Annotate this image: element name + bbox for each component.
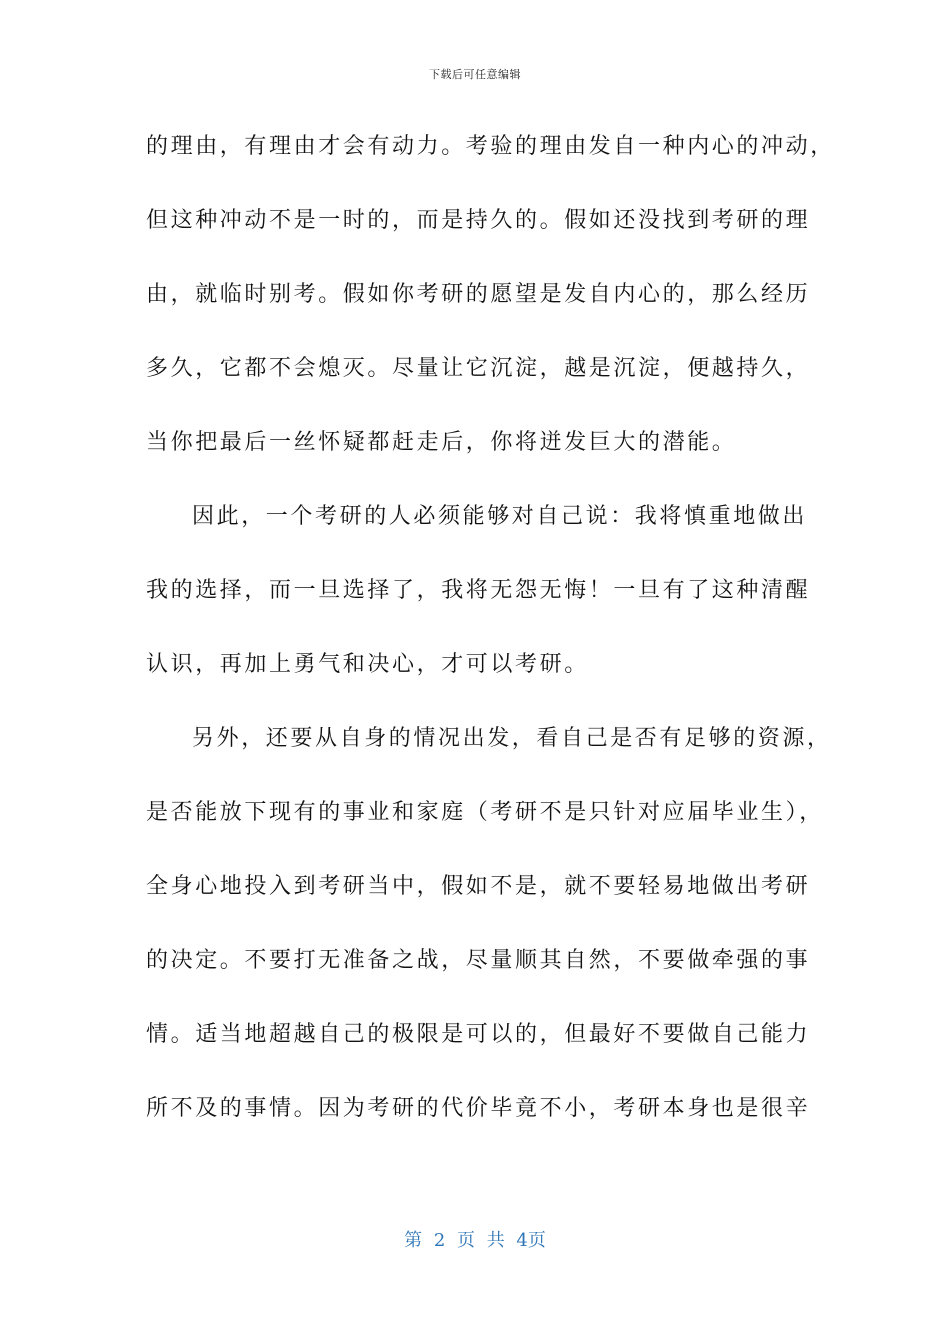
paragraph-start-line: 另外，还要从自身的情况出发，看自己是否有足够的资源， [192, 726, 832, 751]
text-line: 全身心地投入到考研当中，假如不是，就不要轻易地做出考研 [146, 874, 811, 899]
text-line: 当你把最后一丝怀疑都赶走后，你将迸发巨大的潜能。 [146, 430, 737, 455]
text-line: 的决定。不要打无准备之战，尽量顺其自然，不要做牵强的事 [146, 948, 811, 973]
header-note: 下载后可任意编辑 [429, 68, 521, 81]
page-number: 第 2 页 共 4页 [404, 1230, 546, 1251]
text-line: 情。适当地超越自己的极限是可以的，但最好不要做自己能力 [146, 1022, 811, 1047]
text-line: 的理由，有理由才会有动力。考验的理由发自一种内心的冲动， [146, 134, 835, 159]
text-line: 所不及的事情。因为考研的代价毕竟不小，考研本身也是很辛 [146, 1096, 811, 1121]
text-line: 由，就临时别考。假如你考研的愿望是发自内心的，那么经历 [146, 282, 811, 307]
text-line: 认识，再加上勇气和决心，才可以考研。 [146, 652, 589, 677]
text-line: 但这种冲动不是一时的，而是持久的。假如还没找到考研的理 [146, 208, 811, 233]
paragraph-start-line: 因此，一个考研的人必须能够对自己说：我将慎重地做出 [192, 504, 808, 529]
document-body [146, 124, 835, 1160]
text-line: 是否能放下现有的事业和家庭（考研不是只针对应届毕业生）， [146, 800, 824, 825]
text-line: 多久，它都不会熄灭。尽量让它沉淀，越是沉淀，便越持久， [146, 356, 811, 381]
text-line: 我的选择，而一旦选择了，我将无怨无悔！一旦有了这种清醒 [146, 578, 811, 603]
